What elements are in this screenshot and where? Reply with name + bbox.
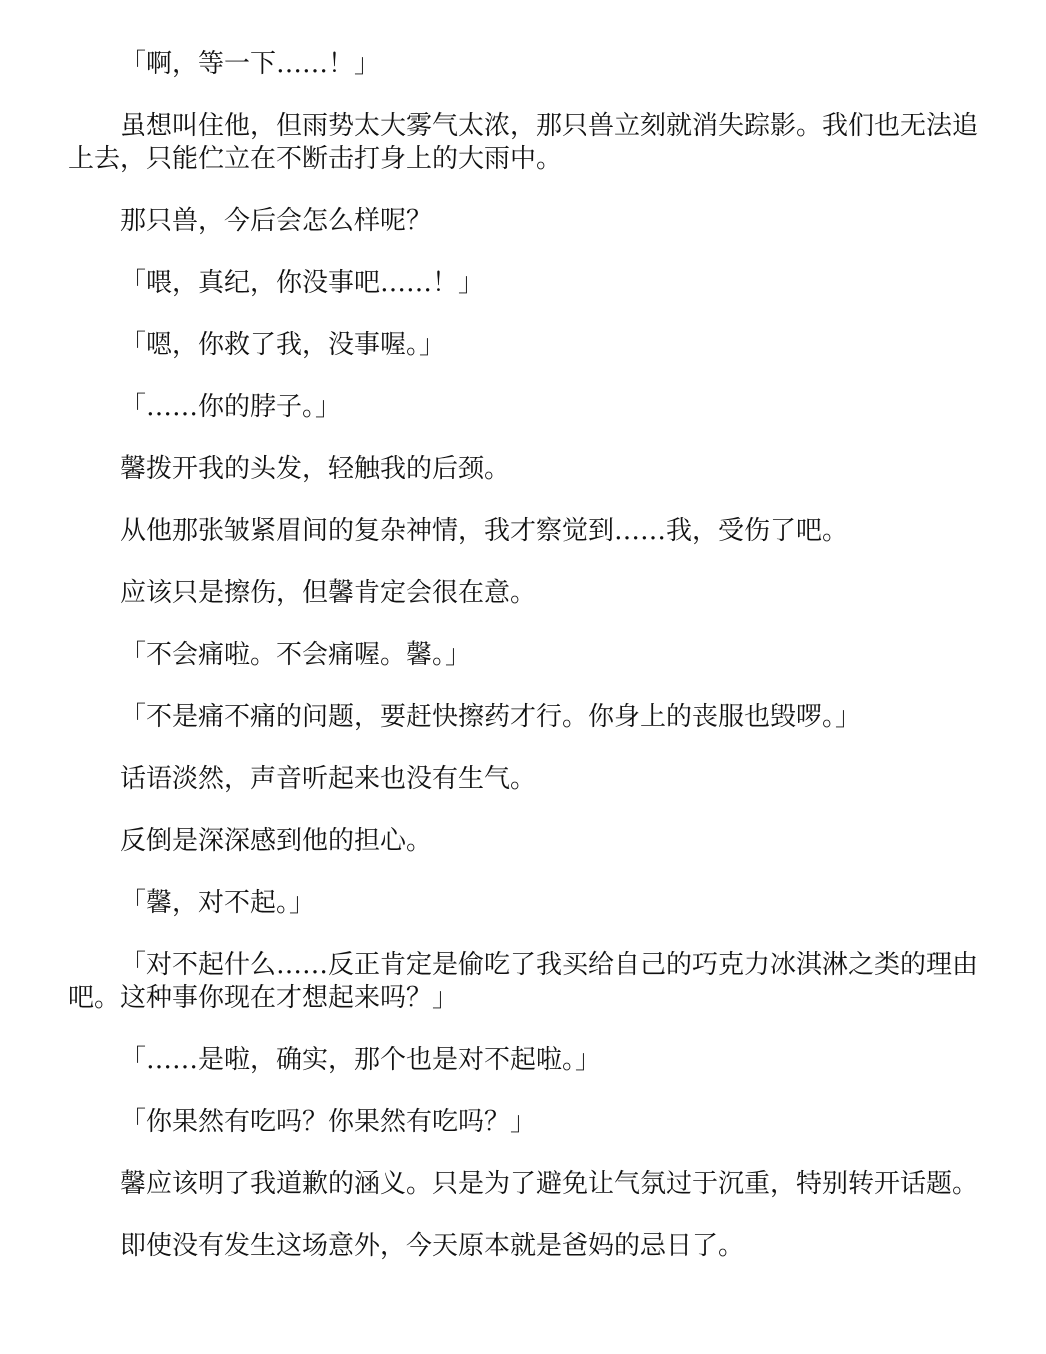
- paragraph: 「喂，真纪，你没事吧……！」: [120, 268, 485, 298]
- paragraph: 「啊，等一下……！」: [120, 49, 381, 79]
- paragraph: 即使没有发生这场意外，今天原本就是爸妈的忌日了。: [120, 1231, 745, 1261]
- paragraph: 那只兽，今后会怎么样呢？: [120, 206, 433, 236]
- paragraph: 「对不起什么……反正肯定是偷吃了我买给自己的巧克力冰淇淋之类的理由吧。这种事你现在才想起来吗？」: [68, 950, 979, 1013]
- paragraph: 虽想叫住他，但雨势太大雾气太浓，那只兽立刻就消失踪影。我们也无法追上去，只能伫立在不断击打身上的大雨中。: [68, 111, 979, 174]
- paragraph: 馨应该明了我道歉的涵义。只是为了避免让气氛过于沉重，特别转开话题。: [120, 1169, 979, 1199]
- paragraph: 「馨，对不起。」: [120, 888, 316, 918]
- paragraph: 「你果然有吃吗？你果然有吃吗？」: [120, 1107, 537, 1137]
- paragraph: 「嗯，你救了我，没事喔。」: [120, 330, 446, 360]
- paragraph: 「不是痛不痛的问题，要赶快擦药才行。你身上的丧服也毁啰。」: [120, 702, 862, 732]
- paragraph: 从他那张皱紧眉间的复杂神情，我才察觉到……我，受伤了吧。: [120, 516, 849, 546]
- paragraph: 「……你的脖子。」: [120, 392, 342, 422]
- paragraph: 馨拨开我的头发，轻触我的后颈。: [120, 454, 511, 484]
- paragraph: 「不会痛啦。不会痛喔。馨。」: [120, 640, 472, 670]
- paragraph: 话语淡然，声音听起来也没有生气。: [120, 764, 537, 794]
- paragraph: 反倒是深深感到他的担心。: [120, 826, 433, 856]
- document-page: [68, 48, 978, 1292]
- paragraph: 「……是啦，确实，那个也是对不起啦。」: [120, 1045, 602, 1075]
- paragraph: 应该只是擦伤，但馨肯定会很在意。: [120, 578, 537, 608]
